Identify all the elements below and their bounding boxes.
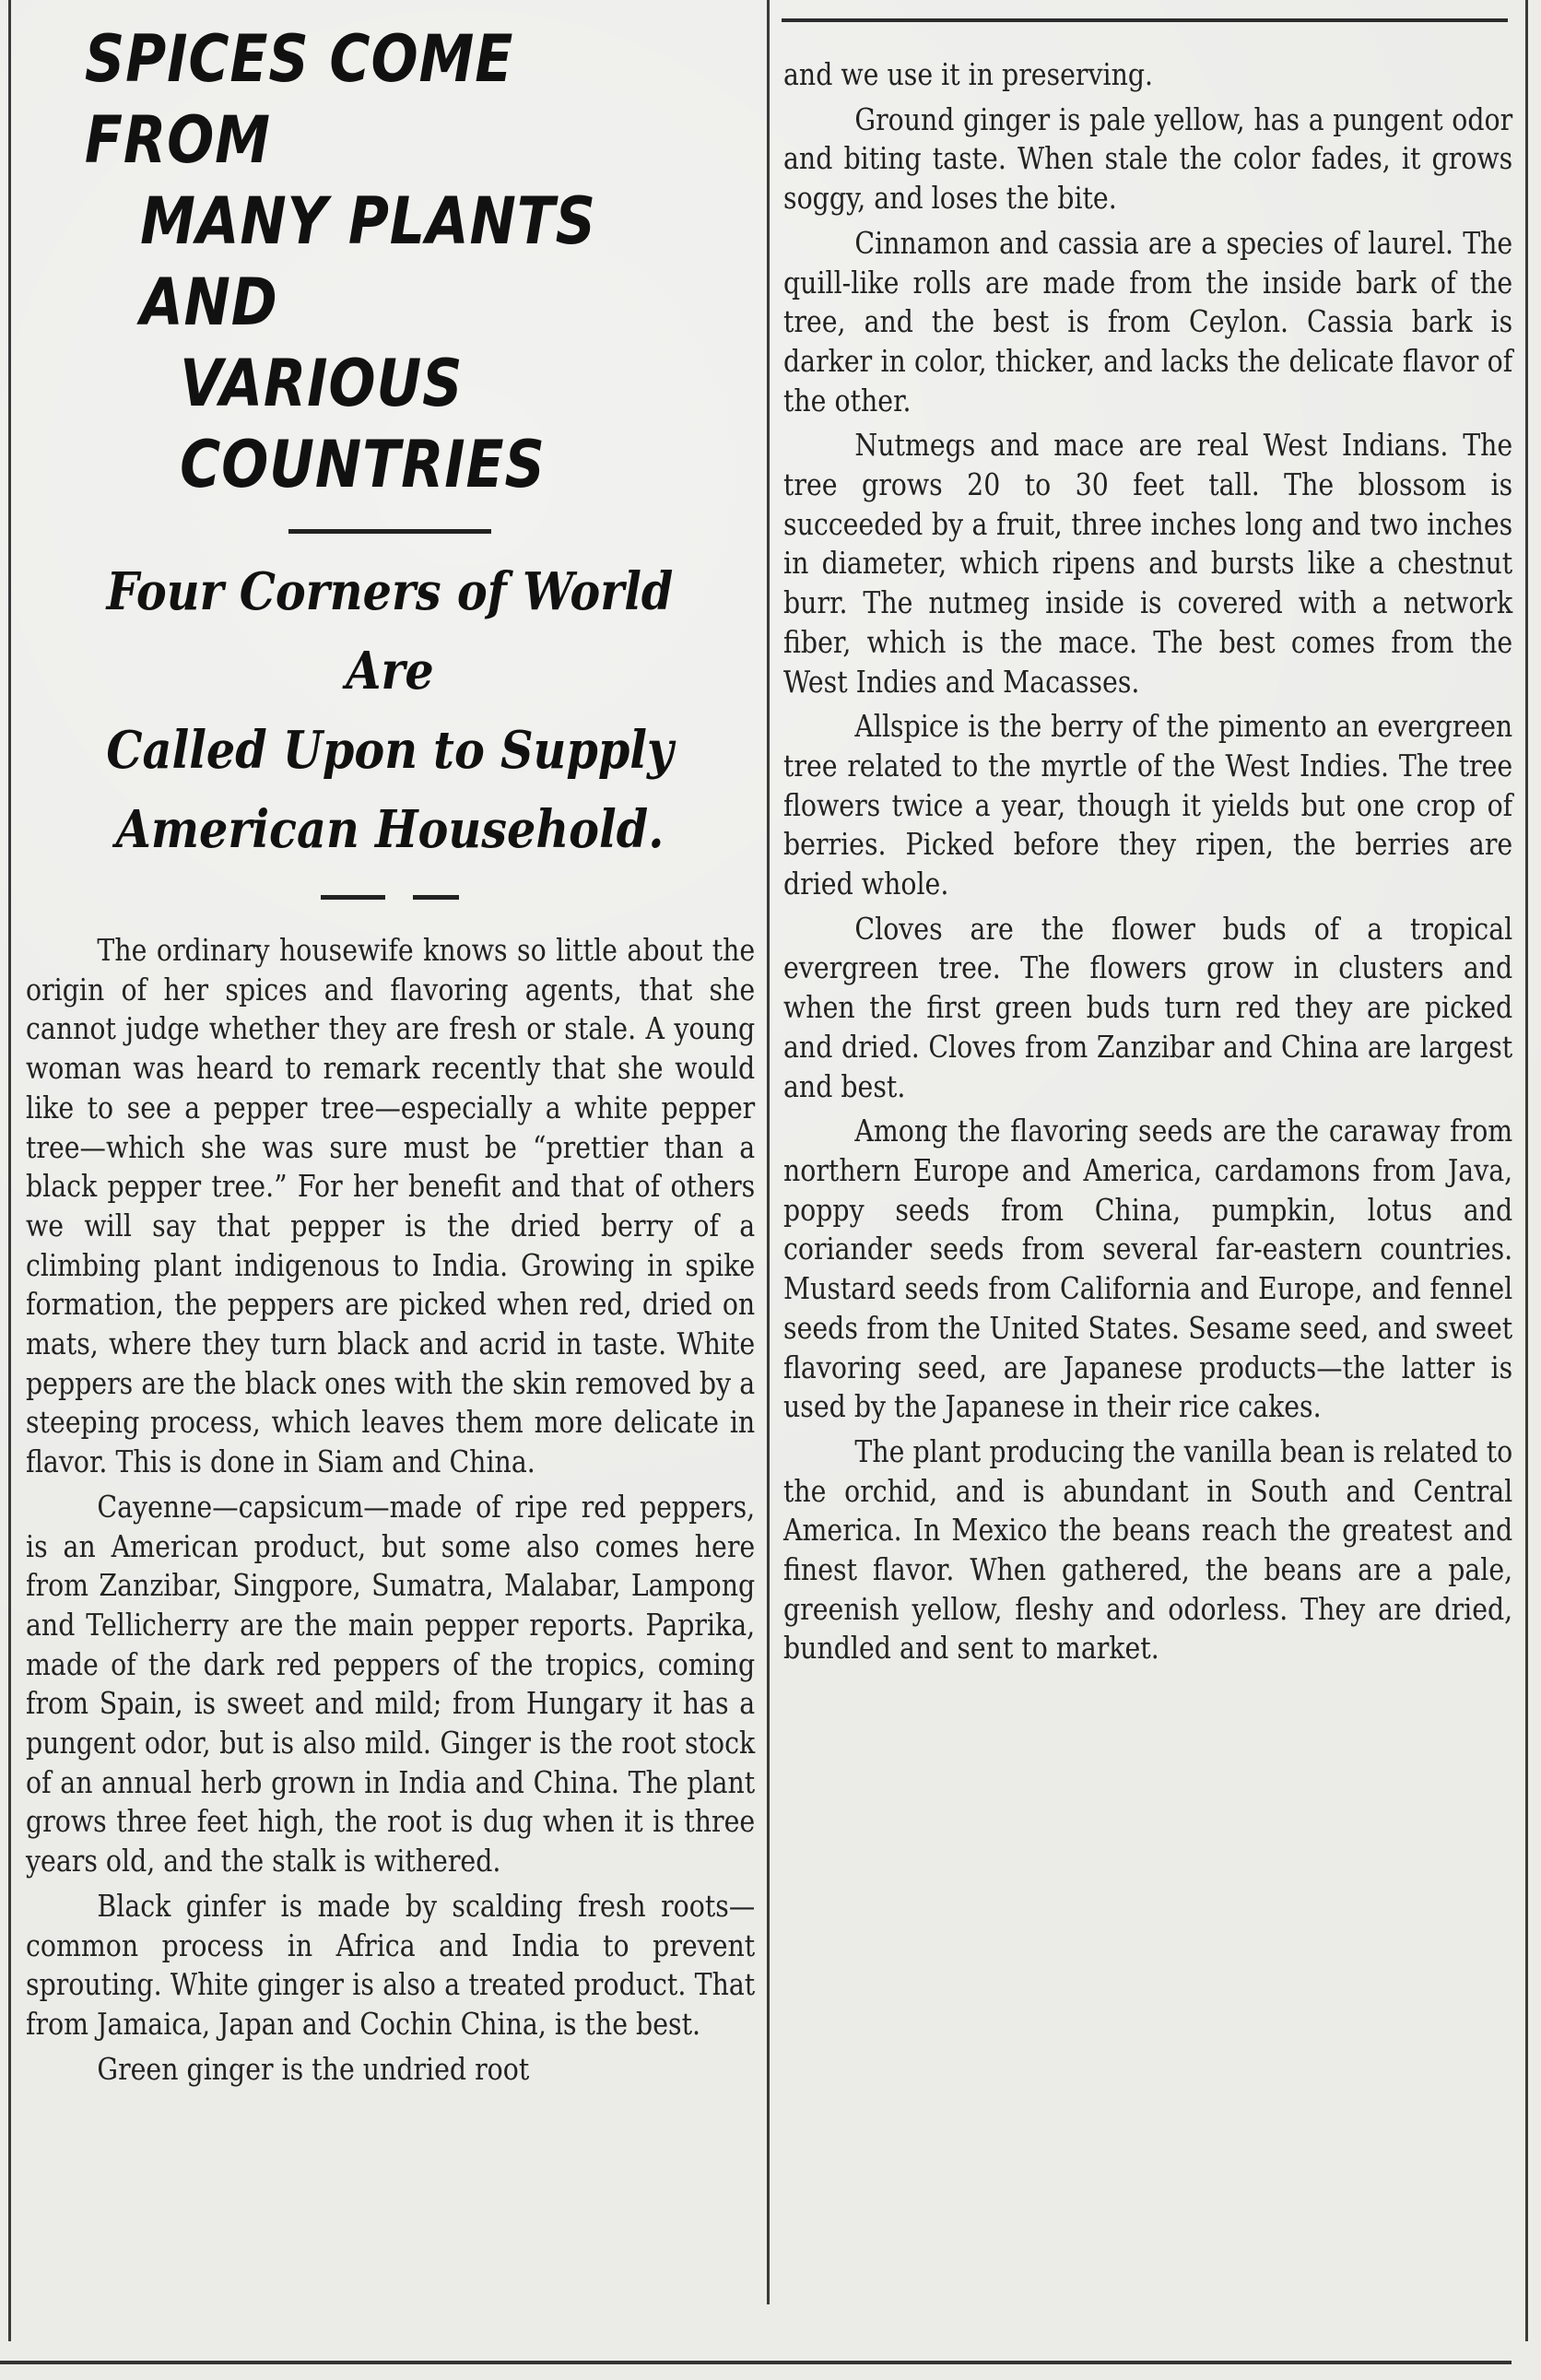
paragraph: Allspice is the berry of the pimento an evergreen tree related to the myrtle of the West Indies. The tree flowers twice a year, though it yields but one crop of berries. Picked before they ripen, the berries are dried whole. [783, 708, 1513, 902]
page-border-left [8, 0, 11, 2341]
headline-line: VARIOUS COUNTRIES [180, 346, 546, 502]
paragraph: Ground ginger is pale yellow, has a pungent odor and biting taste. When stale the color fades, it grows soggy, and loses the bite. [783, 100, 1513, 217]
top-rule [782, 18, 1508, 22]
headline-line: MANY PLANTS AND [140, 183, 596, 340]
paragraph: Black ginfer is made by scalding fresh roots—common process in Africa and India to prevent sprouting. White ginger is also a treated product. That from Jamaica, Japan and Cochin China, is the best. [26, 1887, 756, 2042]
paragraph: Cinnamon and cassia are a species of laurel. The quill-like rolls are made from the inside bark of the tree, and the best is from Ceylon. Cassia bark is darker in color, thicker, and lacks the delicate flavor of the other. [783, 224, 1513, 418]
paragraph: The plant producing the vanilla bean is related to the orchid, and is abundant in South and Central America. In Mexico the beans reach the greatest and finest flavor. When gathered, the beans are a pale, greenish yellow, fleshy and odorless. They are dried, bundled and sent to market. [783, 1432, 1513, 1667]
dash-separator [26, 895, 754, 900]
article-body-left [26, 931, 755, 2089]
subheadline-line: American Household. [115, 799, 665, 860]
article-body-right [783, 55, 1512, 1668]
paragraph: The ordinary housewife knows so little about the origin of her spices and flavoring agents, that she cannot judge whether they are fresh or stale. A young woman was heard to remark recently that she would like to see a pepper tree—especially a white pepper tree—which she was sure must be “prettier than a black pepper tree.” For her benefit and that of others we will say that pepper is the dried berry of a climbing plant indigenous to India. Growing in spike formation, the peppers are picked when red, dried on mats, where they turn black and acrid in taste. White peppers are the black ones with the skin removed by a steeping process, which leaves them more delicate in flavor. This is done in Siam and China. [26, 932, 756, 1480]
subheadline-line: Four Corners of World Are [106, 561, 674, 701]
left-column [26, 0, 754, 2094]
paragraph: Green ginger is the undried root [97, 2050, 530, 2087]
column-divider [767, 0, 770, 2304]
paragraph: Nutmegs and mace are real West Indians. The tree grows 20 to 30 feet tall. The blossom is succeeded by a fruit, three inches long and two inches in diameter, which ripens and bursts like a chestnut burr. The nutmeg inside is covered with a network fiber, which is the mace. The best comes from the West Indies and Macasses. [783, 427, 1513, 700]
subheadline [69, 552, 710, 869]
subheadline-line: Called Upon to Supply [106, 720, 674, 781]
paragraph: Cloves are the flower buds of a tropical evergreen tree. The flowers grow in clusters and when the first green buds turn red they are picked and dried. Cloves from Zanzibar and China are largest and best. [783, 910, 1513, 1104]
right-column [783, 55, 1513, 1674]
page-border-right [1525, 0, 1528, 2341]
paragraph: and we use it in preserving. [783, 56, 1154, 92]
headline-line: SPICES COME FROM [84, 21, 514, 178]
headline [76, 18, 702, 505]
headline-rule [288, 529, 491, 534]
bottom-rule [0, 2361, 1512, 2364]
paragraph: Cayenne—capsicum—made of ripe red peppers, is an American product, but some also comes here from Zanzibar, Singpore, Sumatra, Malabar, Lampong and Tellicherry are the main pepper reports. Paprika, made of the dark red peppers of the tropics, coming from Spain, is sweet and mild; from Hungary it has a pungent odor, but is also mild. Ginger is the root stock of an annual herb grown in India and China. The plant grows three feet high, the root is dug when it is three years old, and the stalk is withered. [26, 1488, 756, 1879]
paragraph: Among the flavoring seeds are the caraway from northern Europe and America, cardamons from Java, poppy seeds from China, pumpkin, lotus and coriander seeds from several far-eastern countries. Mustard seeds from California and Europe, and fennel seeds from the United States. Sesame seed, and sweet flavoring seed, are Japanese products—the latter is used by the Japanese in their rice cakes. [783, 1113, 1513, 1425]
